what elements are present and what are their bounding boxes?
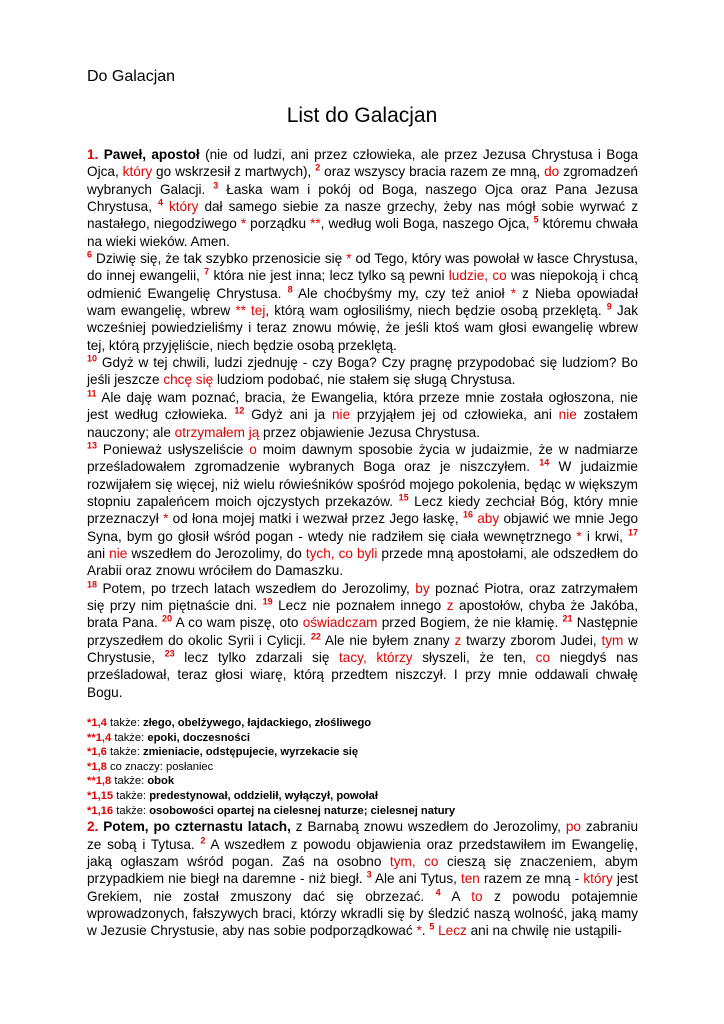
- verse-number: 7: [204, 266, 210, 277]
- paragraph: $^{10}$ Gdyż w tej chwili, ludzi zjednuję - czy Boga? Czy pragnę przypodobać się ludziom? Bo jeśli jeszcze chcę się ludziom podobać, nie stałem się sługą Chrystusa.: [87, 353, 638, 388]
- footnote: *1,15 także: predestynował, oddzielił, wyłączył, powołał: [87, 789, 378, 802]
- verse-number: 9: [606, 301, 612, 312]
- chapter-number: 2.: [87, 819, 99, 835]
- chapter-number: 1.: [87, 147, 99, 162]
- verse-number: 13: [87, 440, 98, 451]
- verse-number: 18: [87, 579, 98, 590]
- chapter-lead: Potem, po czternastu latach,: [103, 819, 291, 835]
- verse-number: 21: [562, 613, 573, 624]
- footnote-marker: *: [416, 923, 422, 939]
- chapter-lead: Paweł, apostoł: [103, 147, 200, 162]
- footnote-marker: *: [163, 511, 169, 527]
- verse-number: 6: [87, 249, 93, 260]
- footnote: *1,6 także: zmieniacie, odstępujecie, wyrzekacie się: [87, 746, 359, 759]
- footnote-marker: *: [346, 251, 352, 267]
- verse-number: 10: [87, 353, 98, 364]
- footnote-marker: **: [310, 216, 321, 232]
- chapter-2-paragraph: 2. Potem, po czternastu latach, z Barnabą znowu wszedłem do Jerozolimy, po zabraniu ze sobą i Tytusa. $^2$ A wszedłem z powodu objawienia oraz przedstawiłem im Ewangelię, jaką ogłaszam wśród pogan. Zaś na osobno tym, co cieszą się znaczeniem, abym przypadkiem nie biegł na daremne - niż biegł. $^3$ Ale ani Tytus, ten razem ze mną - który jest Grekiem, nie został zmuszony dać się obrzezać. $^4$ A to z powodu potajemnie wprowadzonych, fałszywych braci, którzy wkradli się by śledzić naszą wolność, jaką mamy w Jezusie Chrystusie, aby nas sobie podporządkować *. $^5$ Lecz ani na chwilę nie ustąpili-: [87, 819, 639, 939]
- verse-number: 14: [539, 457, 550, 468]
- footnotes: [87, 716, 638, 818]
- footnote: *1,16 także: osobowości opartej na cielesnej naturze; cielesnej natury: [87, 804, 456, 817]
- verse-number: 4: [157, 197, 163, 208]
- verse-number: 2: [200, 834, 206, 845]
- verse-number: 5: [429, 921, 435, 932]
- document-body: [87, 146, 638, 940]
- paragraph: $^{13}$ Ponieważ usłyszeliście o moim dawnym sposobie życia w judaizmie, że w nadmiarze prześladowałem zgromadzenie wybranych Boga oraz je niszczyłem. $^{14}$ W judaizmie rozwijałem się więcej, niż wielu rówieśników spośród mojego pokolenia, będąc w większym stopniu zapaleńcem moich ojczystych przekazów. $^{15}$ Lecz kiedy zechciał Bóg, który mnie przeznaczył * od łona mojej matki i wezwał przez Jego łaskę, $^{16}$ aby objawić we mnie Jego Syna, bym go głosił wśród pogan - wtedy nie radziłem się ciała wewnętrznego * i krwi, $^{17}$ ani nie wszedłem do Jerozolimy, do tych, co byli przede mną apostołami, ale odszedłem do Arabii oraz znowu wróciłem do Damaszku.: [87, 440, 639, 579]
- verse-number: 2: [315, 162, 321, 173]
- document-title: List do Galacjan: [286, 104, 438, 127]
- verse-number: 17: [627, 527, 638, 538]
- chapter-1-paragraph: 1. Paweł, apostoł (nie od ludzi, ani przez człowieka, ale przez Jezusa Chrystusa i Boga Ojca, który go wskrzesił z martwych), $^2$ oraz wszyscy bracia razem ze mną, do zgromadzeń wybranych Galacji. $^3$ Łaska wam i pokój od Boga, naszego Ojca oraz Pana Jezusa Chrystusa, $^4$ który dał samego siebie za nasze grzechy, żeby nas mógł sobie wyrwać z nastałego, niegodziwego * porządku **, według woli Boga, naszego Ojca, $^5$ któremu chwała na wieki wieków. Amen.: [87, 147, 639, 249]
- footnote-marker: *: [576, 528, 582, 544]
- verse-number: 8: [287, 284, 293, 295]
- paragraph: $^{18}$ Potem, po trzech latach wszedłem do Jerozolimy, by poznać Piotra, oraz zatrzymałem się przy nim piętnaście dni. $^{19}$ Lecz nie poznałem innego z apostołów, chyba że Jakóba, brata Pana. $^{20}$ A co wam piszę, oto oświadczam przed Bogiem, że nie kłamię. $^{21}$ Następnie przyszedłem do okolic Syrii i Cylicji. $^{22}$ Ale nie byłem znany z twarzy zborom Judei, tym w Chrystusie, $^{23}$ lecz tylko zdarzali się tacy, którzy słyszeli, że ten, co niegdyś nas prześladował, teraz głosi wiarę, którą przedtem niszczył. I przy mnie oddawali chwałę Bogu.: [87, 579, 639, 700]
- paragraph: $^{11}$ Ale daję wam poznać, bracia, że Ewangelia, która przeze mnie została ogłoszona, nie jest według człowieka. $^{12}$ Gdyż ani ja nie przyjąłem jej od człowieka, ani nie zostałem nauczony; ale otrzymałem ją przez objawienie Jezusa Chrystusa.: [87, 388, 638, 440]
- verse-number: 23: [164, 648, 175, 659]
- verse-number: 3: [213, 180, 219, 191]
- verse-number: 5: [533, 214, 539, 225]
- footnote: **1,4 także: epoki, doczesności: [87, 731, 250, 744]
- verse-number: 11: [87, 388, 97, 399]
- verse-number: 16: [462, 509, 473, 520]
- verse-number: 20: [162, 613, 173, 624]
- verse-number: 22: [310, 631, 321, 642]
- paragraph: $^6$ Dziwię się, że tak szybko przenosicie się * od Tego, który was powołał w łasce Chrystusa, do innej ewangelii, $^7$ która nie jest inna; lecz tylko są pewni ludzie, co was niepokoją i chcą odmienić Ewangelię Chrystusa. $^8$ Ale choćbyśmy my, czy też anioł * z Nieba opowiadał wam ewangelię, wbrew ** tej, którą wam ogłosiliśmy, niech będzie osobą przeklętą. $^9$ Jak wcześniej powiedzieliśmy i teraz znowu mówię, że jeśli ktoś wam głosi ewangelię wbrew tej, którą przyjęliście, niech będzie osobą przeklętą.: [87, 249, 638, 353]
- footnote: *1,8 co znaczy: posłaniec: [87, 760, 214, 773]
- verse-number: 4: [435, 887, 441, 897]
- footnote-marker: *: [240, 216, 247, 232]
- footnote-marker: *: [510, 285, 516, 301]
- verse-number: 15: [398, 492, 409, 503]
- verse-number: 12: [234, 405, 245, 416]
- footnote: *1,4 także: złego, obelżywego, łajdackiego, złośliwego: [87, 717, 372, 729]
- verse-number: 3: [366, 869, 372, 880]
- running-header: Do Galacjan: [87, 68, 176, 85]
- footnote-marker: **: [235, 303, 246, 319]
- footnote: **1,8 także: obok: [87, 775, 175, 788]
- verse-number: 19: [262, 596, 273, 607]
